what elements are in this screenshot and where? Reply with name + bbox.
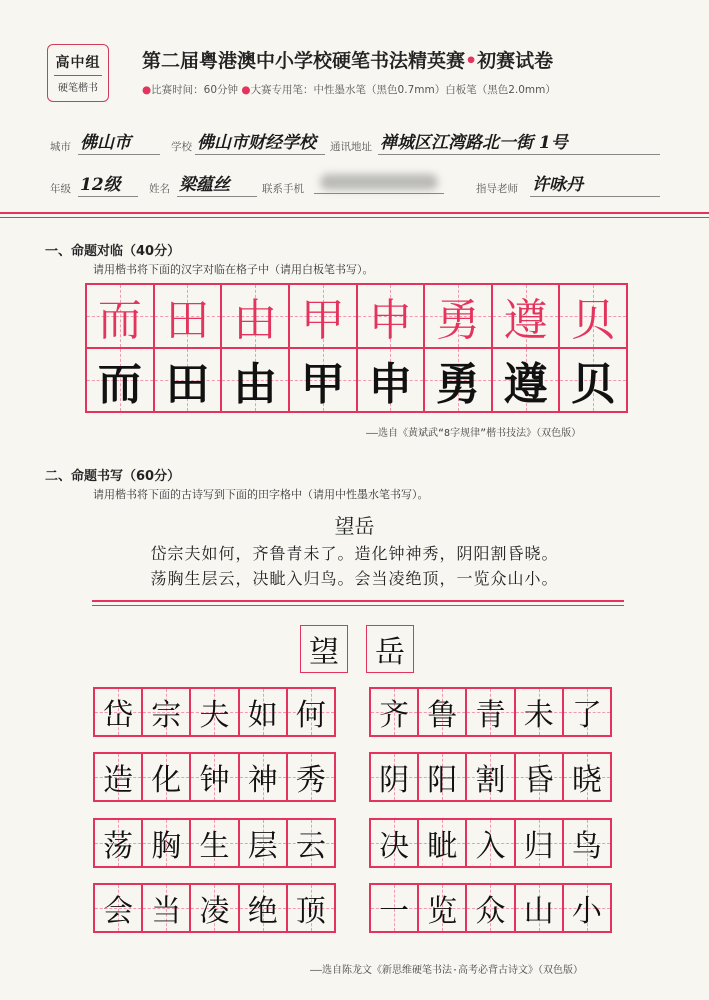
handwritten-char: 造 (103, 763, 134, 798)
grid-cell (466, 753, 514, 801)
grid-cell (94, 688, 142, 736)
grid-cell (466, 884, 514, 932)
phone-field[interactable] (314, 172, 444, 194)
poem-line: 岱宗夫如何，齐鲁青未了。造化钟神秀，阴阳割昏晓。 (150, 544, 559, 563)
address-label: 通讯地址 (330, 141, 372, 153)
grid-cell (370, 688, 418, 736)
grid-cell (239, 753, 287, 801)
bullet-icon: ● (142, 84, 152, 96)
handwritten-char: 阴 (379, 763, 410, 798)
grid-cell (94, 819, 142, 867)
copied-char: 贝 (571, 359, 616, 410)
grid-cell (142, 884, 190, 932)
poem-grid-left (93, 818, 336, 868)
grid-cell (492, 348, 560, 412)
section2-instruction: 请用楷书将下面的古诗写到下面的田字格中（请用中性墨水笔书写）。 (93, 488, 429, 501)
copied-char: 而 (97, 359, 142, 410)
grid-cell (418, 753, 466, 801)
poem-divider (92, 600, 624, 602)
school-field[interactable]: 佛山市财经学校 (195, 128, 325, 155)
grid-cell (190, 819, 238, 867)
handwritten-char: 宗 (151, 698, 182, 733)
city-field[interactable]: 佛山市 (78, 128, 160, 155)
grid-cell (142, 819, 190, 867)
title-box (366, 625, 414, 673)
handwritten-char: 顶 (295, 894, 326, 929)
grid-cell (357, 348, 425, 412)
handwritten-char: 层 (247, 829, 278, 864)
grid-cell (190, 753, 238, 801)
model-char: 而 (97, 295, 142, 346)
grid-cell (94, 753, 142, 801)
grid-cell (142, 688, 190, 736)
header-divider-thin (0, 217, 709, 218)
model-char: 申 (368, 295, 413, 346)
poem-grid-right (369, 818, 612, 868)
exam-time: 比赛时间：60分钟 (151, 84, 239, 96)
grid-cell (424, 284, 492, 348)
handwritten-char: 如 (247, 698, 278, 733)
handwritten-char: 神 (247, 763, 278, 798)
city-label: 城市 (50, 141, 71, 153)
model-char: 甲 (300, 295, 345, 346)
section1-title: 一、命题对临（40分） (45, 244, 181, 259)
handwritten-char: 入 (475, 829, 506, 864)
grid-cell (515, 753, 563, 801)
handwritten-char: 归 (523, 829, 554, 864)
copied-char: 田 (165, 359, 210, 410)
grid-cell (154, 284, 222, 348)
grid-cell (370, 753, 418, 801)
grid-cell (515, 884, 563, 932)
grid-cell (289, 348, 357, 412)
name-label: 姓名 (149, 183, 170, 195)
model-char: 勇 (435, 295, 480, 346)
copied-char: 甲 (300, 359, 345, 410)
grid-cell (370, 819, 418, 867)
copied-char: 申 (368, 359, 413, 410)
page-title (142, 46, 553, 73)
address-field[interactable]: 禅城区江湾路北一街 1号 (378, 128, 660, 155)
bullet-icon: ● (241, 84, 251, 96)
grid-cell (418, 688, 466, 736)
handwritten-char: 一 (379, 894, 410, 929)
handwritten-char: 化 (151, 763, 182, 798)
grid-cell (94, 884, 142, 932)
copied-char: 勇 (435, 359, 480, 410)
handwritten-char: 割 (475, 763, 506, 798)
poem-title: 望岳 (334, 514, 375, 538)
handwritten-char: 云 (295, 829, 326, 864)
grade-label: 年级 (50, 183, 71, 195)
handwritten-char: 晓 (571, 763, 602, 798)
handwritten-char: 鸟 (571, 829, 602, 864)
copied-char: 遵 (503, 359, 548, 410)
redacted-phone (320, 174, 438, 190)
grid-cell (287, 688, 335, 736)
teacher-label: 指导老师 (476, 183, 518, 195)
grid-cell (190, 884, 238, 932)
handwritten-char: 山 (523, 894, 554, 929)
grid-cell (418, 884, 466, 932)
section1-source: ——选自《黄斌武“8字规律”楷书技法》（双色版） (366, 428, 582, 439)
handwritten-char: 阳 (427, 763, 458, 798)
model-char: 遵 (503, 295, 548, 346)
grid-cell (466, 819, 514, 867)
grid-cell (142, 753, 190, 801)
handwritten-char: 望 (309, 635, 339, 670)
handwritten-char: 何 (295, 698, 326, 733)
grid-cell (154, 348, 222, 412)
grid-cell (515, 688, 563, 736)
badge-divider (54, 75, 102, 76)
poem-grid-left (93, 687, 336, 737)
handwritten-char: 岱 (103, 698, 134, 733)
section2-source: ——选自陈龙文《新思维硬笔书法·高考必背古诗文》（双色版） (310, 965, 584, 976)
copy-grid (85, 283, 628, 413)
poem-line: 荡胸生层云，决眦入归鸟。会当凌绝顶，一览众山小。 (150, 569, 559, 588)
handwritten-char: 了 (571, 698, 602, 733)
handwritten-char: 钟 (199, 763, 230, 798)
grid-cell (424, 348, 492, 412)
handwritten-char: 荡 (103, 829, 134, 864)
handwritten-char: 胸 (151, 829, 182, 864)
handwritten-char: 鲁 (427, 698, 458, 733)
school-label: 学校 (171, 141, 192, 153)
poem-grid-left (93, 752, 336, 802)
section2-title: 二、命题书写（60分） (45, 469, 181, 484)
name-field[interactable]: 梁蕴丝 (177, 170, 257, 197)
exam-pen: 大赛专用笔：中性墨水笔（黑色0.7mm）白板笔（黑色2.0mm） (250, 84, 556, 96)
title-main: 第二届粤港澳中小学校硬笔书法精英赛 (142, 50, 466, 72)
badge-category: 高中组 (55, 55, 101, 71)
grid-cell (287, 819, 335, 867)
handwritten-char: 秀 (295, 763, 326, 798)
handwritten-char: 决 (379, 829, 410, 864)
handwritten-char: 凌 (199, 894, 230, 929)
poem-divider-thin (92, 605, 624, 606)
header-divider (0, 212, 709, 214)
badge-style: 硬笔楷书 (58, 83, 98, 94)
grid-cell (563, 753, 611, 801)
exam-info (142, 82, 556, 97)
poem-grid-right (369, 752, 612, 802)
model-char: 贝 (571, 295, 616, 346)
model-char: 田 (165, 295, 210, 346)
handwritten-char: 眦 (427, 829, 458, 864)
handwritten-char: 岳 (375, 635, 405, 670)
handwritten-char: 昏 (523, 763, 554, 798)
handwritten-char: 青 (475, 698, 506, 733)
handwritten-char: 览 (427, 894, 458, 929)
handwritten-char: 夫 (199, 698, 230, 733)
handwritten-char: 未 (523, 698, 554, 733)
section1-instruction: 请用楷书将下面的汉字对临在格子中（请用白板笔书写）。 (93, 263, 374, 276)
grid-cell (357, 284, 425, 348)
grid-cell (86, 284, 154, 348)
teacher-field[interactable]: 许咏丹 (530, 170, 660, 197)
grid-cell (563, 884, 611, 932)
grid-cell (563, 688, 611, 736)
title-box (300, 625, 348, 673)
title-dot: • (465, 50, 478, 72)
grid-cell (287, 753, 335, 801)
grid-cell (86, 348, 154, 412)
grid-cell (190, 688, 238, 736)
grid-cell (559, 348, 627, 412)
grid-cell (289, 284, 357, 348)
model-char: 由 (233, 295, 278, 346)
handwritten-char: 众 (475, 894, 506, 929)
grid-cell (239, 819, 287, 867)
poem-grid-right (369, 687, 612, 737)
phone-label: 联系手机 (262, 183, 304, 195)
grid-cell (370, 884, 418, 932)
grid-cell (287, 884, 335, 932)
copied-char: 由 (233, 359, 278, 410)
grid-cell (221, 348, 289, 412)
grid-cell (239, 688, 287, 736)
poem-grid-left (93, 883, 336, 933)
handwritten-char: 生 (199, 829, 230, 864)
grid-cell (563, 819, 611, 867)
title-suffix: 初赛试卷 (477, 50, 554, 72)
handwritten-char: 小 (571, 894, 602, 929)
category-badge (47, 44, 109, 102)
handwritten-char: 绝 (247, 894, 278, 929)
handwritten-char: 齐 (379, 698, 410, 733)
grid-cell (418, 819, 466, 867)
grid-cell (515, 819, 563, 867)
grid-cell (492, 284, 560, 348)
grade-field[interactable]: 12级 (78, 170, 138, 197)
grid-cell (221, 284, 289, 348)
handwritten-char: 当 (151, 894, 182, 929)
handwritten-char: 会 (103, 894, 134, 929)
grid-cell (559, 284, 627, 348)
grid-cell (466, 688, 514, 736)
grid-cell (239, 884, 287, 932)
poem-grid-right (369, 883, 612, 933)
